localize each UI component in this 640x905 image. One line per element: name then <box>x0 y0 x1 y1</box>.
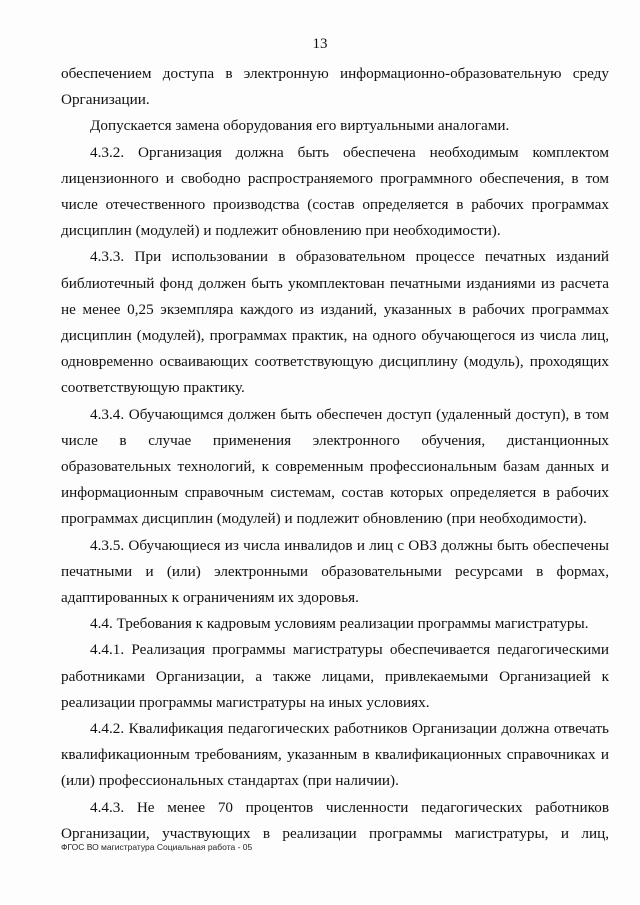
paragraph-4-4-1: 4.4.1. Реализация программы магистратуры обеспечивается педагогическими работниками Организации, а также лицами, привлекаемыми Организацией к реализации программы магистратуры на иных условиях. <box>61 641 609 711</box>
page-footer: ФГОС ВО магистратура Социальная работа - 05 <box>61 842 253 852</box>
paragraph-4-3-4: 4.3.4. Обучающимся должен быть обеспечен доступ (удаленный доступ), в том числе в случае применения электронного обучения, дистанционных образовательных технологий, к современным профессиональным базам данных и информационным справочным системам, состав которых определяется в рабочих программах дисциплин (модулей) и подлежит обновлению (при необходимости). <box>61 405 609 528</box>
paragraph-4-4-2: 4.4.2. Квалификация педагогических работников Организации должна отвечать квалификационным требованиям, указанным в квалификационных справочниках и (или) профессиональных стандартах (при наличии). <box>61 720 609 790</box>
paragraph-4-3-3: 4.3.3. При использовании в образовательном процессе печатных изданий библиотечный фонд должен быть укомплектован печатными изданиями из расчета не менее 0,25 экземпляра каждого из изданий, указанных в рабочих программах дисциплин (модулей), программах практик, на одного обучающегося из числа лиц, одновременно осваивающих соответствующую дисциплину (модуль), проходящих соответствующую практику. <box>61 248 609 397</box>
paragraph-4-3-5: 4.3.5. Обучающиеся из числа инвалидов и лиц с ОВЗ должны быть обеспечены печатными и (или) электронными образовательными ресурсами в формах, адаптированных к ограничениям их здоровья. <box>61 536 609 607</box>
paragraph-virtual-analogs: Допускается замена оборудования его виртуальными аналогами. <box>90 117 510 135</box>
paragraph-4-3-2: 4.3.2. Организация должна быть обеспечена необходимым комплектом лицензионного и свободно распространяемого программного обеспечения, в том числе отечественного производства (состав определяется в рабочих программах дисциплин (модулей) и подлежит обновлению при необходимости). <box>61 143 609 240</box>
paragraph-continuation: обеспечением доступа в электронную информационно-образовательную среду Организации. <box>61 65 609 109</box>
paragraph-4-4-heading: 4.4. Требования к кадровым условиям реализации программы магистратуры. <box>90 615 589 633</box>
document-body <box>61 61 609 847</box>
page-number: 13 <box>312 36 328 52</box>
paragraph-4-4-3: 4.4.3. Не менее 70 процентов численности педагогических работников Организации, участвующих в реализации программы магистратуры, и лиц, <box>61 798 609 842</box>
